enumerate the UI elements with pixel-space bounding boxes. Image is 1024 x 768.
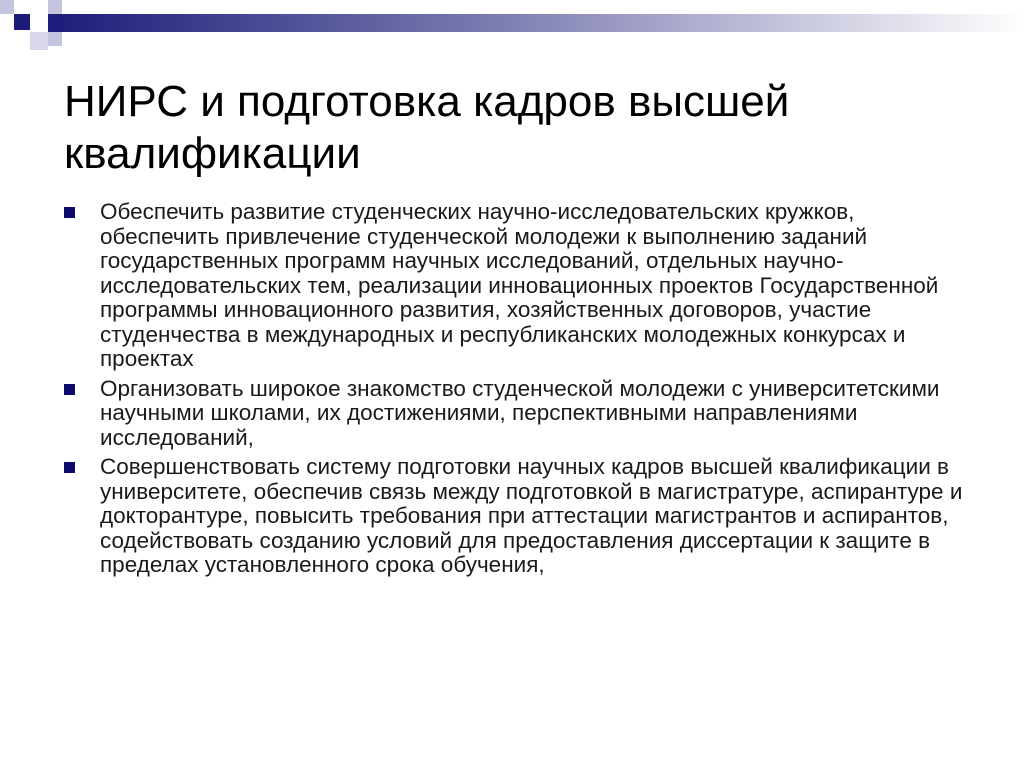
square-bullet-icon bbox=[64, 462, 75, 473]
decor-square-2 bbox=[14, 14, 30, 30]
square-bullet-icon bbox=[64, 207, 75, 218]
bullet-list bbox=[64, 200, 964, 583]
bullet-item bbox=[64, 455, 964, 578]
bullet-text: Обеспечить развитие студенческих научно-исследовательских кружков, обеспечить привлечение студенческой молодежи к выполнению заданий государственных программ научных исследований, отдельных научно-исследовательских тем, реализации инновационных проектов Государственной программы инновационного развития, хозяйственных договоров, участие студенчества в международных и республиканских молодежных конкурсах и проектах bbox=[100, 199, 939, 371]
header-gradient-band bbox=[48, 14, 1024, 32]
bullet-item bbox=[64, 200, 964, 372]
square-bullet-icon bbox=[64, 384, 75, 395]
decor-square-5 bbox=[48, 32, 62, 46]
decor-square-3 bbox=[30, 14, 48, 32]
bullet-text: Совершенствовать систему подготовки научных кадров высшей квалификации в университете, обеспечив связь между подготовкой в магистратуре, аспирантуре и докторантуре, повысить требования при аттестации магистрантов и аспирантов, содействовать созданию условий для предоставления диссертации к защите в пределах установленного срока обучения, bbox=[100, 454, 963, 577]
bullet-item bbox=[64, 377, 964, 451]
decor-square-6 bbox=[30, 32, 48, 50]
slide-title: НИРС и подготовка кадров высшей квалификации bbox=[64, 77, 790, 178]
decor-square-1 bbox=[0, 0, 14, 14]
header-decoration bbox=[0, 0, 1024, 60]
decor-square-4 bbox=[48, 0, 62, 14]
bullet-text: Организовать широкое знакомство студенческой молодежи с университетскими научными школами, их достижениями, перспективными направлениями исследований, bbox=[100, 375, 940, 450]
